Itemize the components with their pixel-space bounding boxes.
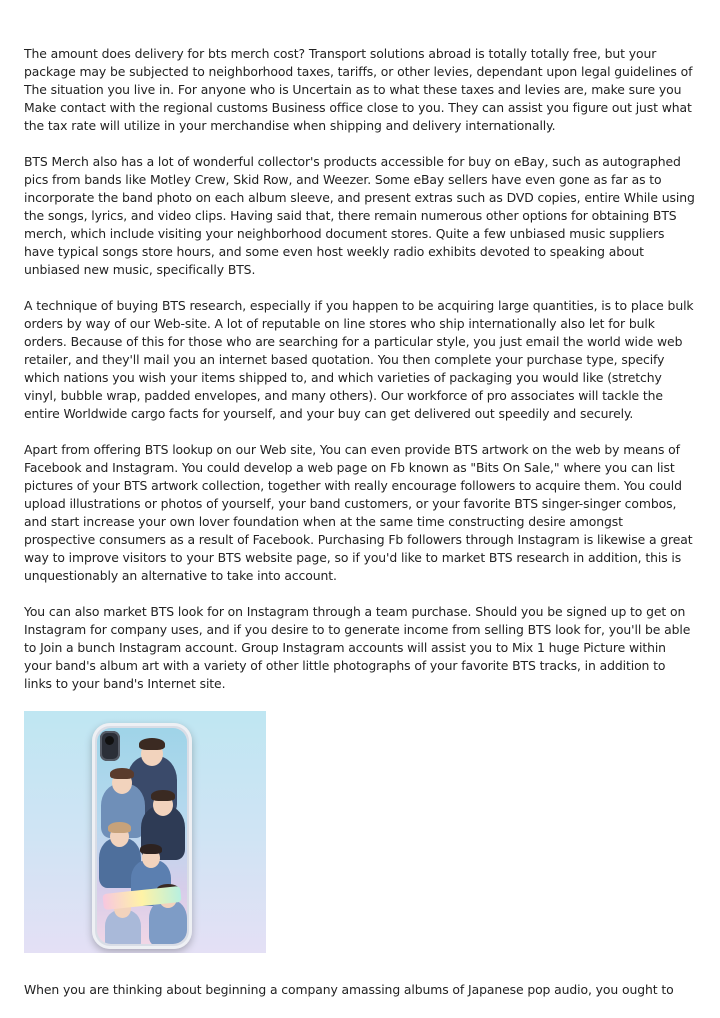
- paragraph-2: BTS Merch also has a lot of wonderful collector's products accessible for buy on eBay, such as autographed pics from bands like Motley Crew, Skid Row, and Weezer. Some eBay sellers have even gone as far as to incorporate the band photo on each album sleeve, and present extras such as DVD copies, entire While using the songs, lyrics, and video clips. Having said that, there remain numerous other options for obtaining BTS merch, which include visiting your neighborhood document stores. Quite a few unbiased music suppliers have typical songs store hours, and some even host weekly radio exhibits devoted to speaking about unbiased new music, specifically BTS.: [24, 154, 695, 277]
- camera-icon: [100, 731, 120, 761]
- paragraph-6: When you are thinking about beginning a company amassing albums of Japanese pop audio, you ought to: [24, 982, 674, 997]
- phone-case-photo: [24, 711, 266, 953]
- paragraph-4: Apart from offering BTS lookup on our Web site, You can even provide BTS artwork on the web by means of Facebook and Instagram. You could develop a web page on Fb known as "Bits On Sale," where you can list pictures of your BTS artwork collection, together with really encourage followers to acquire them. You could upload illustrations or photos of yourself, your band customers, or your favorite BTS singer-singer combos, and start increase your own lover foundation when at the same time constructing desire amongst prospective consumers as a result of Facebook. Purchasing Fb followers through Instagram is likewise a great way to improve visitors to your BTS website page, so if you'd like to market BTS research in addition, this is unquestionably an alternative to take into account.: [24, 442, 693, 583]
- paragraph-1: The amount does delivery for bts merch cost? Transport solutions abroad is totally totally free, but your package may be subjected to neighborhood taxes, tariffs, or other levies, dependant upon legal guidelines of The situation you live in. For anyone who is Uncertain as to what these taxes and levies are, make sure you Make contact with the regional customs Business office close to you. They can assist you figure out just what the tax rate will utilize in your merchandise when shipping and delivery internationally.: [24, 46, 693, 133]
- paragraph-5: You can also market BTS look for on Instagram through a team purchase. Should you be signed up to get on Instagram for company uses, and if you desire to to generate income from selling BTS look for, you'll be able to Join a bunch Instagram account. Group Instagram accounts will assist you to Mix 1 huge Picture within your band's album art with a variety of other little photographs of your favorite BTS tracks, in addition to links to your band's Internet site.: [24, 604, 691, 691]
- paragraph-3: A technique of buying BTS research, especially if you happen to be acquiring large quantities, is to place bulk orders by way of our Web-site. A lot of reputable on line stores who ship internationally also let for bulk orders. Because of this for those who are searching for a particular style, you just email the world wide web retailer, and they'll mail you an internet based quotation. You then complete your purchase type, specify which nations you wish your items shipped to, and which varieties of packaging you would like (stretchy vinyl, bubble wrap, padded envelopes, and many others). Our workforce of pro associates will tackle the entire Worldwide cargo facts for yourself, and your buy can get delivered out speedily and securely.: [24, 298, 694, 421]
- phone-case: [92, 723, 192, 949]
